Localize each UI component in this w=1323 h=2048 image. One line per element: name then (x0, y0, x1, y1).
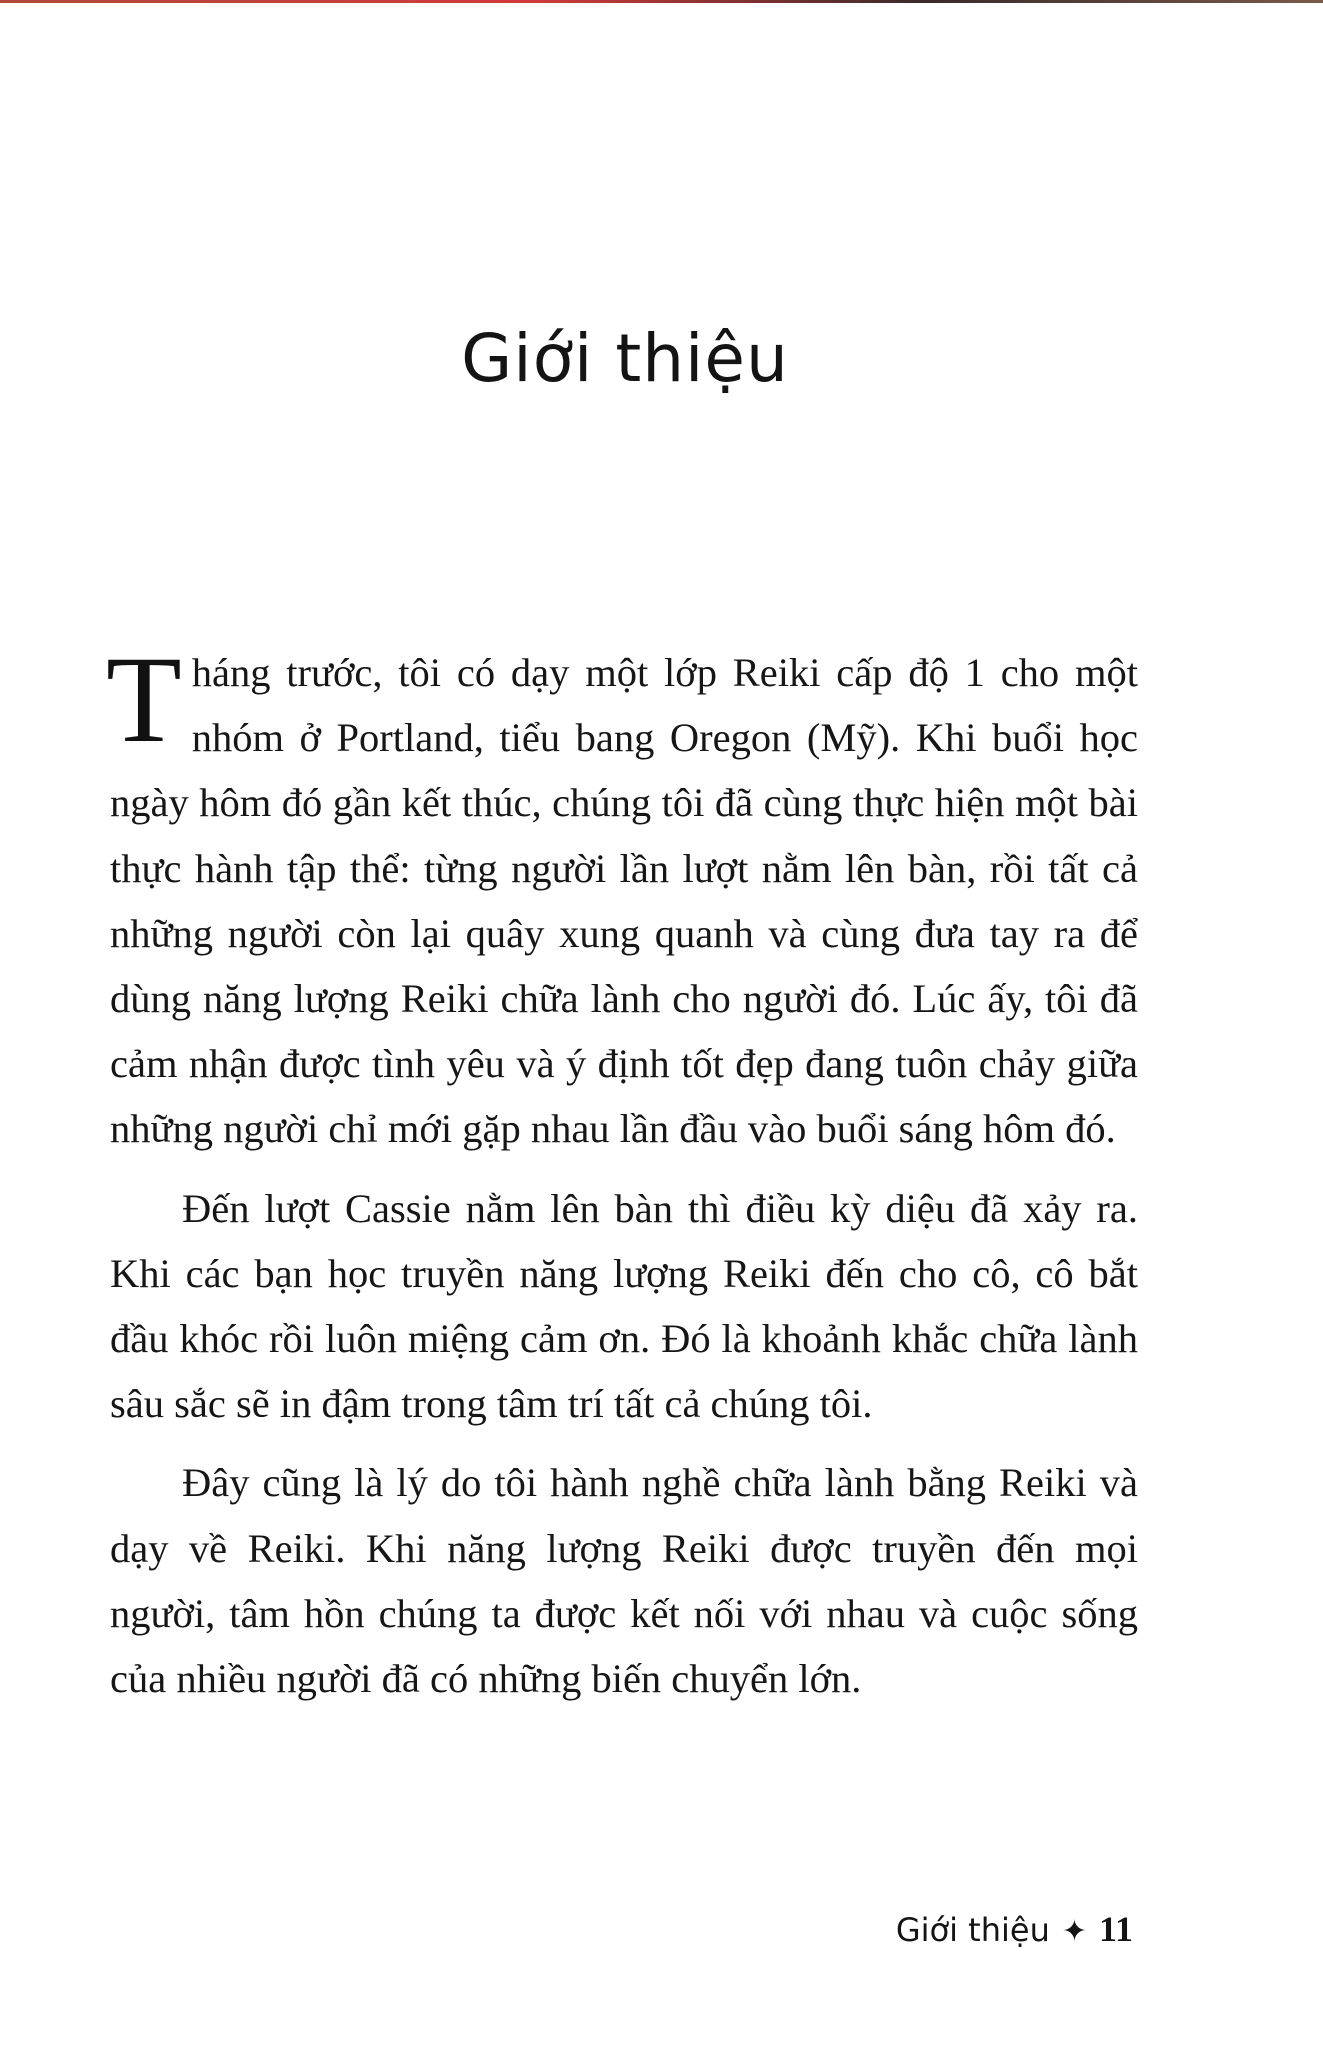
drop-cap: T (106, 631, 182, 768)
page-top-edge (0, 0, 1323, 3)
running-head: Giới thiệu (895, 1911, 1050, 1949)
paragraph-2: Đến lượt Cassie nằm lên bàn thì điều kỳ diệu đã xảy ra. Khi các bạn học truyền năng lượng Reiki đến cho cô, cô bắt đầu khóc rồi luôn miệng cảm ơn. Đó là khoảnh khắc chữa lành sâu sắc sẽ in đậm trong tâm trí tất cả chúng tôi. (110, 1185, 1138, 1427)
four-point-star-icon: ✦ (1061, 1914, 1087, 1949)
page-footer (896, 1908, 1133, 1950)
chapter-body (106, 631, 1138, 1711)
paragraph-1-text: háng trước, tôi có dạy một lớp Reiki cấp độ 1 cho một nhóm ở Portland, tiểu bang Oregon (Mỹ). Khi buổi học ngày hôm đó gần kết thúc, chúng tôi đã cùng thực hiện một bài thực hành tập thể: từng người lần lượt nằm lên bàn, rồi tất cả những người còn lại quây xung quanh và cùng đưa tay ra để dùng năng lượng Reiki chữa lành cho người đó. Lúc ấy, tôi đã cảm nhận được tình yêu và ý định tốt đẹp đang tuôn chảy giữa những người chỉ mới gặp nhau lần đầu vào buổi sáng hôm đó. (110, 650, 1138, 1152)
paragraph-3: Đây cũng là lý do tôi hành nghề chữa lành bằng Reiki và dạy về Reiki. Khi năng lượng Reiki được truyền đến mọi người, tâm hồn chúng ta được kết nối với nhau và cuộc sống của nhiều người đã có những biến chuyển lớn. (110, 1460, 1138, 1702)
paragraph-1 (106, 631, 1138, 1162)
page-number: 11 (1098, 1909, 1133, 1949)
chapter-title: Giới thiệu (461, 320, 789, 397)
